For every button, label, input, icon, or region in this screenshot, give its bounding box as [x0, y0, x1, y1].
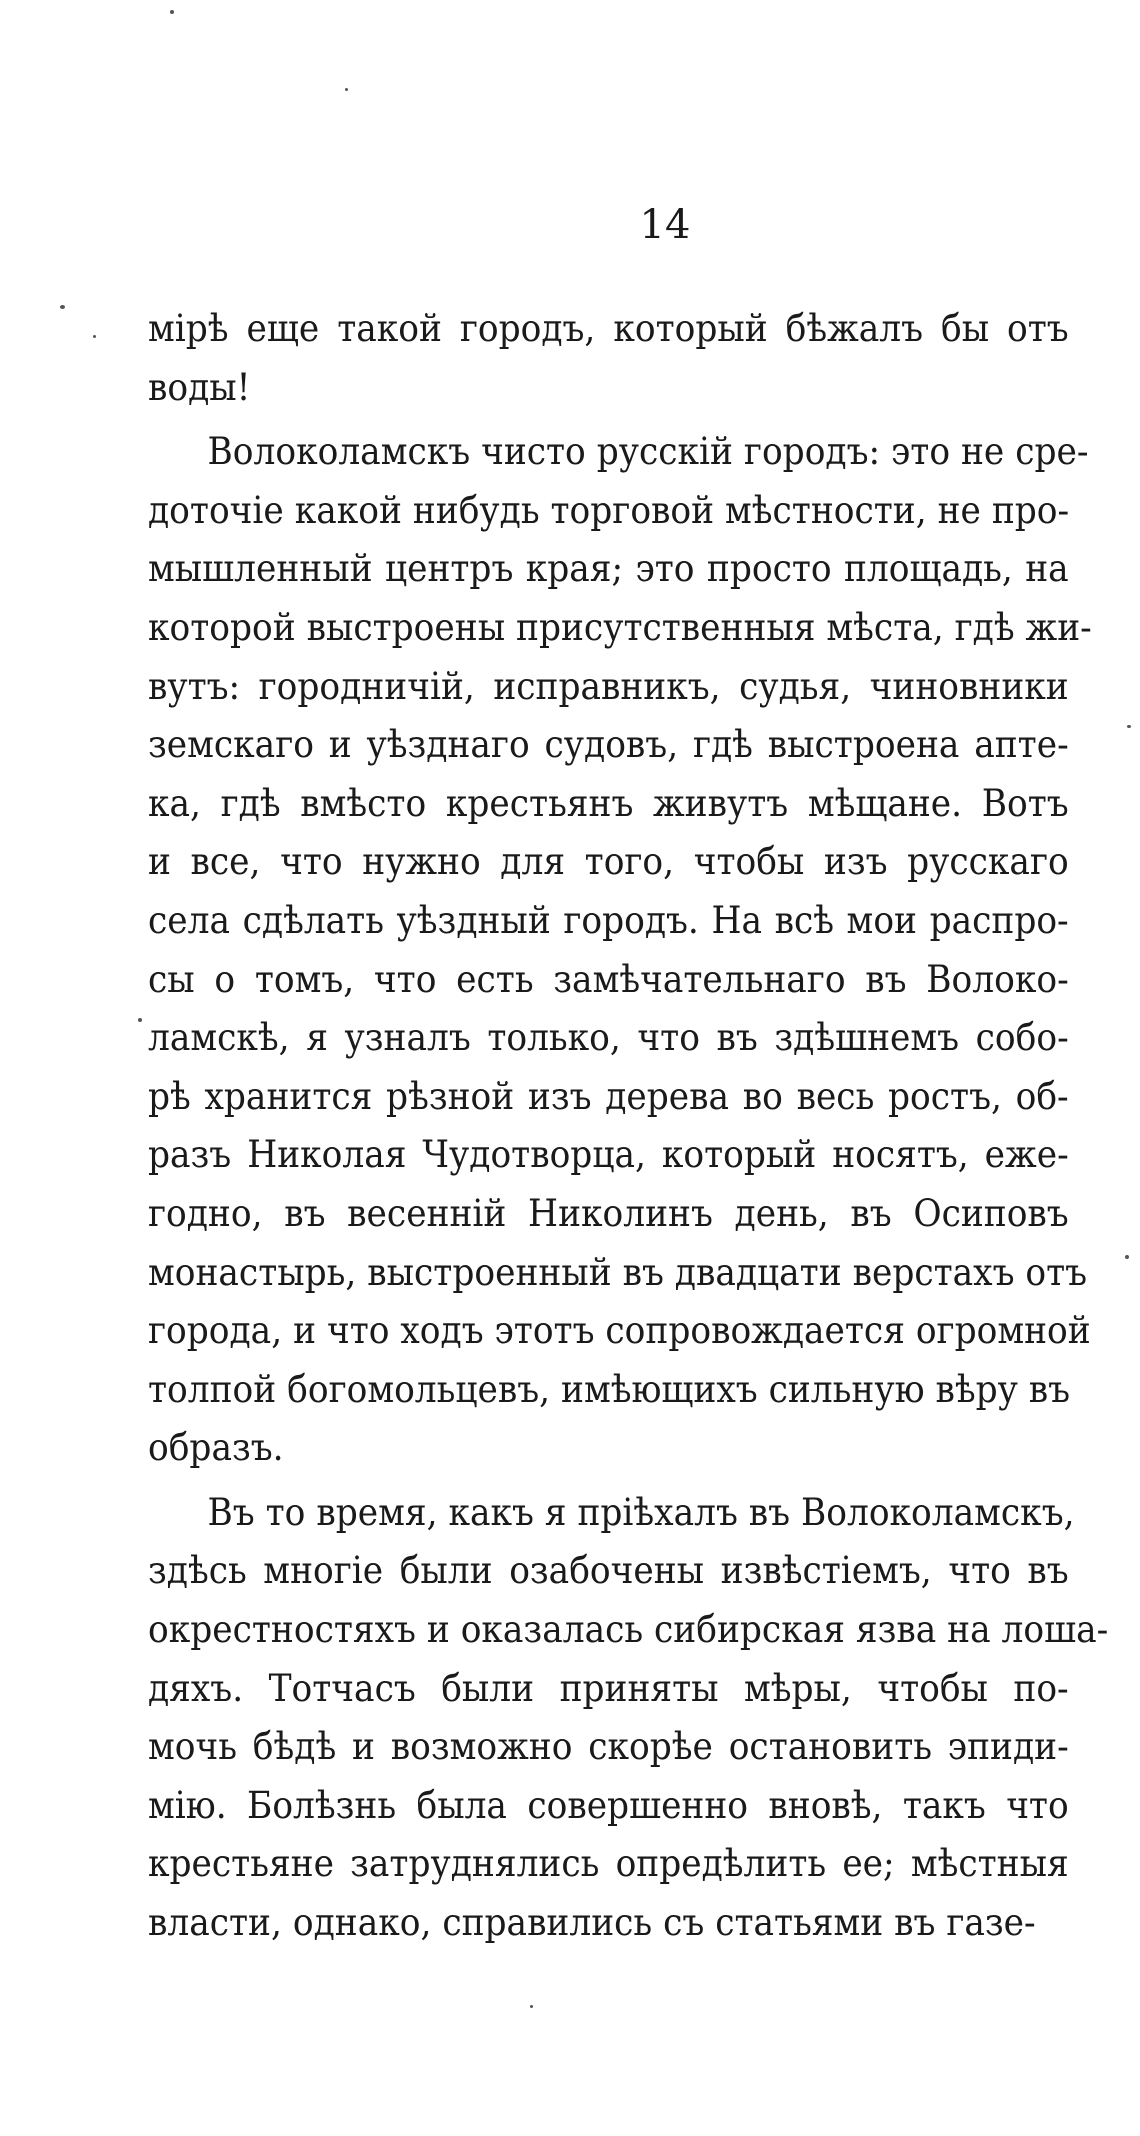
- paragraph: [148, 1484, 1138, 1953]
- text-line: Въ то время, какъ я пріѣхалъ въ Волоколамскъ,: [207, 1490, 1075, 1534]
- text-line: мышленный центръ края; это просто площадь, на: [148, 547, 1069, 591]
- scan-speck: [345, 88, 348, 91]
- paragraph: [148, 300, 1138, 417]
- text-line: земскаго и уѣзднаго судовъ, гдѣ выстроена апте-: [148, 723, 1069, 767]
- text-line: Волоколамскъ чисто русскій городъ: это не сре-: [207, 430, 1089, 474]
- text-line: монастырь, выстроенный въ двадцати верстахъ отъ: [148, 1250, 1088, 1294]
- text-line: власти, однако, справились съ статьями въ газе-: [148, 1901, 1036, 1945]
- text-line: здѣсь многіе были озабочены извѣстіемъ, что въ: [148, 1549, 1069, 1593]
- scan-speck: [530, 2005, 533, 2008]
- text-line: окрестностяхъ и оказалась сибирская язва на лоша-: [148, 1608, 1109, 1652]
- text-line: вутъ: городничій, исправникъ, судья, чиновники: [148, 664, 1069, 708]
- text-line: мію. Болѣзнь была совершенно вновѣ, такъ что: [148, 1783, 1069, 1827]
- text-line: ка, гдѣ вмѣсто крестьянъ живутъ мѣщане. Вотъ: [148, 781, 1069, 825]
- text-line: и все, что нужно для того, чтобы изъ русскаго: [148, 840, 1069, 884]
- text-line: ламскѣ, я узналъ только, что въ здѣшнемъ собо-: [148, 1016, 1069, 1060]
- text-line: доточіе какой нибудь торговой мѣстности, не про-: [148, 488, 1070, 532]
- text-line: которой выстроены присутственныя мѣста, гдѣ жи-: [148, 605, 1092, 649]
- text-line: города, и что ходъ этотъ сопровождается огромной: [148, 1309, 1091, 1353]
- scan-speck: [93, 335, 96, 338]
- text-line: крестьяне затруднялись опредѣлить ее; мѣстныя: [148, 1842, 1069, 1886]
- paragraph: [148, 423, 1138, 1478]
- text-line: годно, въ весенній Николинъ день, въ Осиповъ: [148, 1191, 1069, 1235]
- text-line: мірѣ еще такой городъ, который бѣжалъ бы отъ: [148, 307, 1069, 350]
- page-number: 14: [639, 202, 691, 248]
- text-line: дяхъ. Тотчасъ были приняты мѣры, чтобы по-: [148, 1666, 1069, 1710]
- body-text: [148, 300, 1138, 1953]
- scan-speck: [170, 10, 174, 14]
- text-line: воды!: [148, 365, 251, 409]
- text-line: рѣ хранится рѣзной изъ дерева во весь ростъ, об-: [148, 1074, 1069, 1118]
- scan-speck: [138, 1018, 142, 1022]
- text-line: мочь бѣдѣ и возможно скорѣе остановить эпиди-: [148, 1725, 1069, 1769]
- text-line: сы о томъ, что есть замѣчательнаго въ Волоко-: [148, 957, 1069, 1001]
- text-line: образъ.: [148, 1426, 284, 1470]
- scan-speck: [60, 305, 65, 309]
- text-line: толпой богомольцевъ, имѣющихъ сильную вѣру въ: [148, 1367, 1071, 1411]
- text-line: села сдѣлать уѣздный городъ. На всѣ мои распро-: [148, 898, 1069, 942]
- text-line: разъ Николая Чудотворца, который носятъ, еже-: [148, 1133, 1069, 1177]
